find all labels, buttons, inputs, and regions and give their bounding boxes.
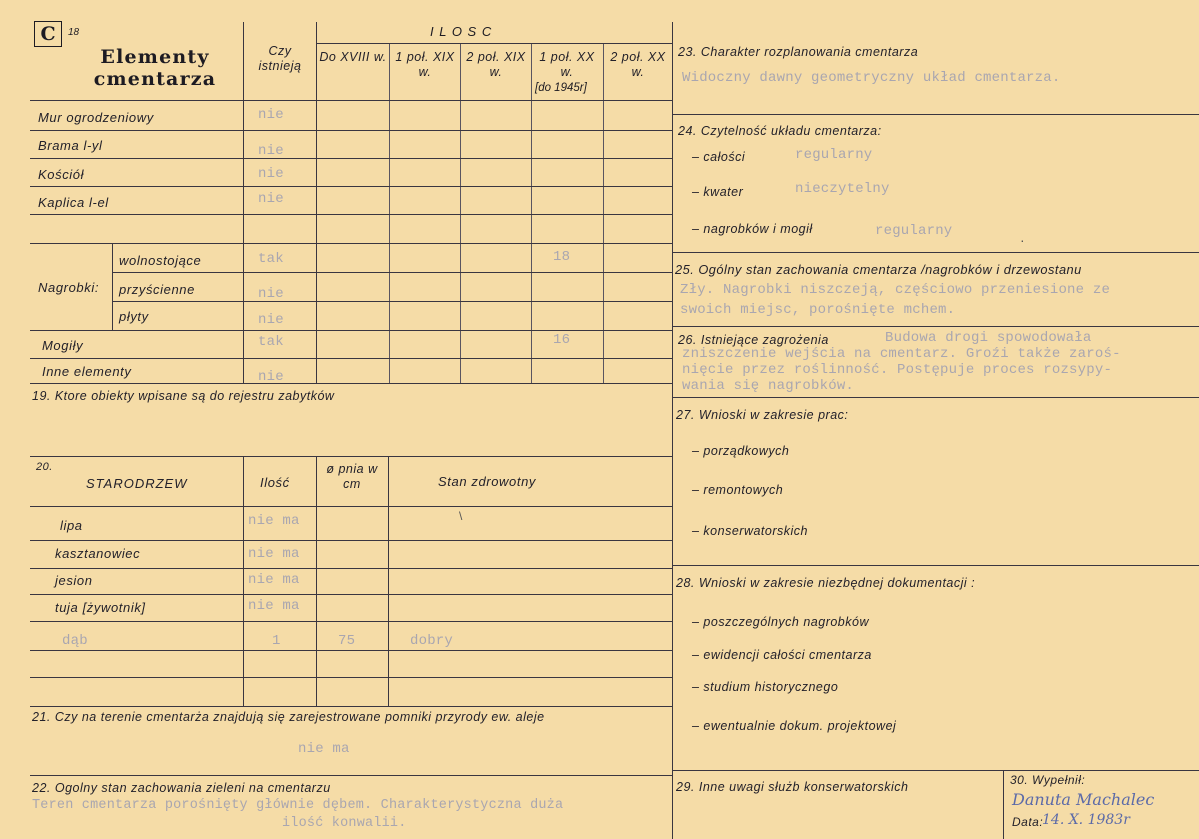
question-25-answer-line: Zły. Nagrobki niszczeją, częściowo przeniesione ze xyxy=(680,282,1111,298)
tree-name: tuja [żywotnik] xyxy=(55,600,146,615)
dot-mark: · xyxy=(1020,232,1025,248)
section-letter-box xyxy=(34,21,62,47)
row-label-mogily: Mogiły xyxy=(42,338,84,353)
divider xyxy=(30,540,672,541)
row-label-kosciol: Kościół xyxy=(38,167,85,182)
value-wolnostojace: tak xyxy=(258,251,284,267)
value-kosciol: nie xyxy=(258,166,284,182)
value-mur: nie xyxy=(258,107,284,123)
divider xyxy=(316,43,672,44)
divider xyxy=(1003,770,1004,839)
q24-item-value: nieczytelny xyxy=(795,181,890,197)
q20-header-ilosc: Ilość xyxy=(260,475,290,490)
question-24-label: 24. Czytelność układu cmentarza: xyxy=(678,124,882,138)
q24-item-label: – kwater xyxy=(692,185,744,199)
question-23-answer: Widoczny dawny geometryczny układ cmentarza. xyxy=(682,70,1061,86)
question-22-label: 22. Ogolny stan zachowania zieleni na cmentarzu xyxy=(32,781,331,795)
q27-item: – remontowych xyxy=(692,483,784,497)
row-label-inne: Inne elementy xyxy=(42,364,132,379)
divider xyxy=(316,456,317,706)
tree-qty-dab: 1 xyxy=(272,633,281,649)
divider xyxy=(388,456,389,706)
col-header-ilosc: I L O S C xyxy=(430,24,493,39)
tick-mark: \ xyxy=(459,509,463,523)
date-label: Data: xyxy=(1012,815,1044,829)
row-label-przyscienne: przyścienne xyxy=(119,282,195,297)
value-kaplica: nie xyxy=(258,191,284,207)
q28-item: – studium historycznego xyxy=(692,680,839,694)
col-header-period: 2 poł. XIX w. xyxy=(466,50,526,79)
col-header-note: [do 1945r] xyxy=(535,82,587,94)
divider xyxy=(672,565,1199,566)
tree-state-dab: dobry xyxy=(410,633,454,649)
question-22-answer-line: Teren cmentarza porośnięty głównie dębem. Charakterystyczna duża xyxy=(32,798,564,813)
divider xyxy=(30,568,672,569)
divider xyxy=(243,22,244,383)
tree-diameter-dab: 75 xyxy=(338,633,356,649)
value-inne: nie xyxy=(258,369,284,385)
tree-name: kasztanowiec xyxy=(55,546,141,561)
section-letter: C xyxy=(40,23,56,45)
tree-qty: nie ma xyxy=(248,513,300,529)
row-label-nagrobki: Nagrobki: xyxy=(38,280,100,295)
tree-qty: nie ma xyxy=(248,598,300,614)
divider xyxy=(30,594,672,595)
divider xyxy=(243,456,244,706)
value-mogily: tak xyxy=(258,334,284,350)
card-number: 18 xyxy=(68,27,80,38)
divider xyxy=(112,301,672,302)
q20-header-pnia: ø pnia w cm xyxy=(326,462,378,491)
tree-name-dab: dąb xyxy=(62,633,88,649)
divider xyxy=(30,650,672,651)
q28-item: – ewentualnie dokum. projektowej xyxy=(692,719,897,733)
divider xyxy=(30,706,672,707)
value-brama: nie xyxy=(258,143,284,159)
value-wolnostojace-count: 18 xyxy=(553,249,571,265)
question-26-label: 26. Istniejące zagrożenia xyxy=(678,333,829,347)
question-26-answer-line: nięcie przez roślinność. Postępuje proces rozsypy- xyxy=(682,362,1113,378)
question-25-label: 25. Ogólny stan zachowania cmentarza /nagrobków i drzewostanu xyxy=(675,262,1082,277)
divider xyxy=(30,186,672,187)
divider xyxy=(672,326,1199,327)
divider xyxy=(30,456,672,457)
q24-item-label: – całości xyxy=(692,150,746,164)
q24-item-value: regularny xyxy=(795,147,873,163)
value-plyty: nie xyxy=(258,312,284,328)
value-mogily-count: 16 xyxy=(553,332,571,348)
question-29-label: 29. Inne uwagi służb konserwatorskich xyxy=(676,780,909,794)
divider xyxy=(672,770,1199,771)
q27-item: – konserwatorskich xyxy=(692,524,808,538)
divider xyxy=(30,100,672,101)
value-przyscienne: nie xyxy=(258,286,284,302)
divider xyxy=(30,330,672,331)
divider xyxy=(30,677,672,678)
tree-qty: nie ma xyxy=(248,572,300,588)
question-21-answer: nie ma xyxy=(298,741,350,757)
divider xyxy=(30,130,672,131)
row-label-kaplica: Kaplica l-el xyxy=(38,195,109,210)
col-header-period: 1 poł. XIX w. xyxy=(395,50,455,79)
question-26-answer-line: zniszczenie wejścia na cmentarz. Groźi także zaroś- xyxy=(682,346,1121,362)
question-30-label: 30. Wypełnił: xyxy=(1010,773,1086,787)
col-header-period: 2 poł. XX w. xyxy=(610,50,666,79)
q20-header-starodrzew: STARODRZEW xyxy=(86,476,188,491)
divider xyxy=(30,243,672,244)
divider xyxy=(30,621,672,622)
question-23-label: 23. Charakter rozplanowania cmentarza xyxy=(678,45,919,59)
question-27-label: 27. Wnioski w zakresie prac: xyxy=(676,408,849,422)
divider xyxy=(30,358,672,359)
question-28-label: 28. Wnioski w zakresie niezbędnej dokumentacji : xyxy=(676,576,976,590)
question-26-answer-line: Budowa drogi spowodowała xyxy=(885,330,1092,346)
question-21-label: 21. Czy na terenie cmentarża znajdują się zarejestrowane pomniki przyrody ew. aleje xyxy=(32,710,545,724)
divider xyxy=(672,114,1199,115)
divider xyxy=(672,252,1199,253)
divider xyxy=(672,22,673,839)
question-26-answer-line: wania się nagrobków. xyxy=(682,378,855,394)
divider xyxy=(30,506,672,507)
divider xyxy=(30,383,672,384)
q24-item-label: – nagrobków i mogił xyxy=(692,222,813,236)
q20-number: 20. xyxy=(36,461,53,473)
question-22-answer-line: ilość konwalii. xyxy=(282,816,407,831)
col-header-period: Do XVIII w. xyxy=(319,50,387,64)
q24-item-value: regularny xyxy=(875,223,953,239)
divider xyxy=(112,244,113,330)
tree-name: jesion xyxy=(55,573,93,588)
tree-qty: nie ma xyxy=(248,546,300,562)
col-header-czy: Czy istnieją xyxy=(258,44,302,73)
divider xyxy=(112,272,672,273)
divider xyxy=(30,775,672,776)
col-header-period: 1 poł. XX w. xyxy=(539,50,595,79)
row-label-wolnostojace: wolnostojące xyxy=(119,253,202,268)
divider xyxy=(30,214,672,215)
date-value: 14. X. 1983r xyxy=(1042,812,1130,828)
question-19-label: 19. Ktore obiekty wpisane są do rejestru zabytków xyxy=(32,389,335,403)
row-label-mur: Mur ogrodzeniowy xyxy=(38,110,154,125)
question-25-answer-line: swoich miejsc, porośnięte mchem. xyxy=(680,302,956,318)
q20-header-stan: Stan zdrowotny xyxy=(438,474,537,489)
row-label-brama: Brama l-yl xyxy=(38,138,103,153)
q28-item: – ewidencji całości cmentarza xyxy=(692,648,872,662)
form-title: Elementy cmentarza xyxy=(93,46,217,90)
divider xyxy=(672,397,1199,398)
filled-by-signature: Danuta Machalec xyxy=(1012,790,1155,809)
tree-name: lipa xyxy=(60,518,83,533)
divider xyxy=(30,158,672,159)
q28-item: – poszczególnych nagrobków xyxy=(692,615,869,629)
q27-item: – porządkowych xyxy=(692,444,790,458)
divider xyxy=(316,22,317,383)
row-label-plyty: płyty xyxy=(119,309,149,324)
